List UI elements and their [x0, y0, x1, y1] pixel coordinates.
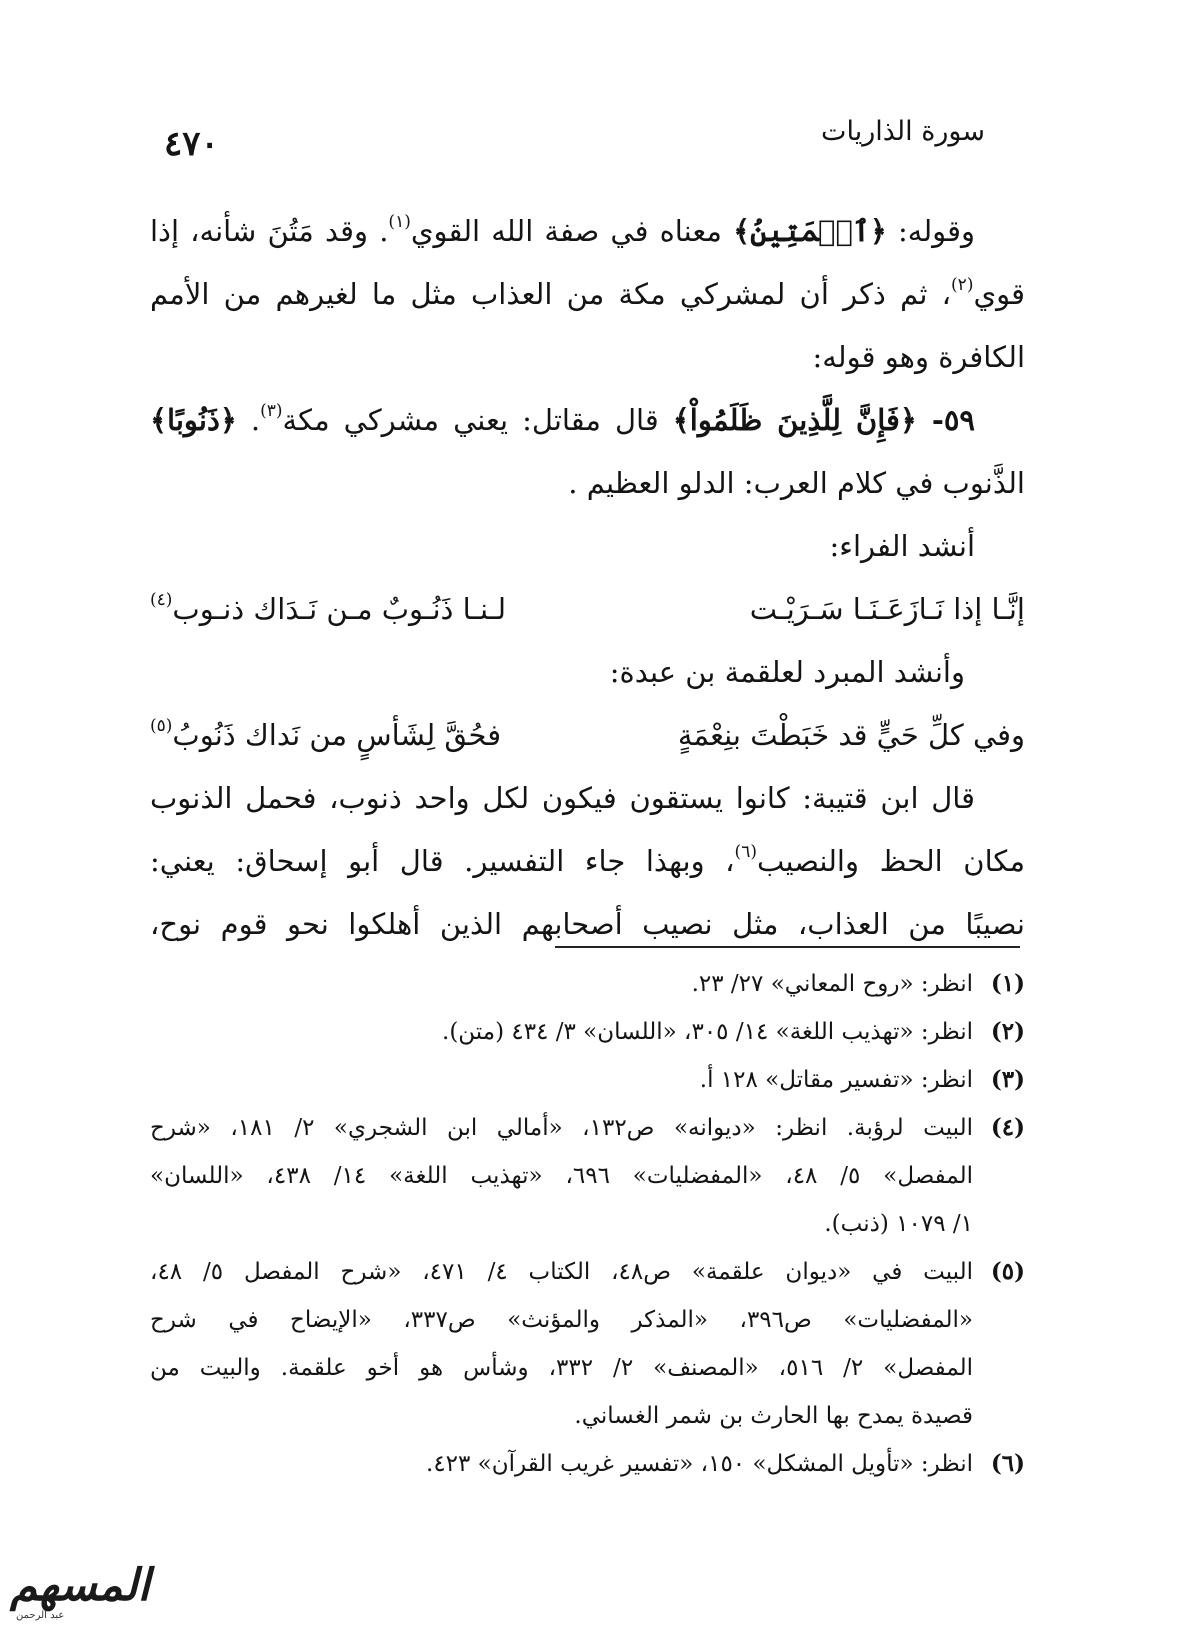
footnote-ref[interactable]: (١): [388, 212, 411, 232]
surah-title: سورة الذاريات: [821, 116, 985, 147]
logo-subtext: عبد الرحمن: [16, 1610, 65, 1621]
footnote-ref[interactable]: (٣): [260, 401, 283, 421]
footnote-ref[interactable]: (٢): [951, 275, 974, 295]
footnote-ref[interactable]: (٥): [150, 716, 173, 736]
footnote-text: [150, 1104, 973, 1248]
verse-hemistich-1: إنَّـا إذا نَـازَعَـنَـا سَـرَيْـت: [749, 592, 1025, 626]
text-line-5: الذَّنوب في كلام العرب: الدلو العظيم .: [568, 466, 1025, 500]
text-span: ، وبهذا جاء التفسير. قال أبو إسحاق: يعني:: [150, 844, 735, 878]
footnote-2: [150, 1008, 1025, 1056]
publisher-logo: [8, 1560, 150, 1650]
footnote-line: انظر: «تأويل المشكل» ١٥٠، «تفسير غريب القرآن» ٤٢٣.: [426, 1451, 973, 1477]
footnote-4: [150, 1104, 1025, 1248]
verse-hemistich-2: [150, 704, 501, 767]
page-number: ٤٧٠: [164, 124, 219, 164]
footnote-6: [150, 1440, 1025, 1488]
text-span: قال مقاتل: يعني مشركي مكة: [282, 403, 673, 437]
quran-quote: ﴿ٱلۡمَتِينُ﴾: [733, 214, 887, 248]
footnote-line: انظر: «روح المعاني» ٢٧/ ٢٣.: [691, 971, 973, 997]
text-span: مكان الحظ والنصيب: [756, 844, 1025, 878]
verse-hemistich-1: وفي كلِّ حَيٍّ قد خَبَطْتَ بنِعْمَةٍ: [677, 718, 1025, 752]
text-span: قوي: [973, 277, 1025, 311]
page-header: [150, 112, 1025, 162]
text-line-3: الكافرة وهو قوله:: [812, 340, 1025, 374]
quran-quote: ﴿فَإِنَّ لِلَّذِينَ ظَلَمُواْ﴾: [672, 403, 917, 437]
footnote-separator: [555, 946, 1020, 948]
footnote-text: [150, 960, 973, 1008]
footnote-line: ١/ ١٠٧٩ (ذنب).: [824, 1211, 973, 1237]
text-span: ، ثم ذكر أن لمشركي مكة من العذاب مثل ما لغيرهم من الأمم: [150, 277, 952, 311]
text-line-10: قال ابن قتيبة: كانوا يستقون فيكون لكل واحد ذنوب، فحمل الذنوب: [150, 781, 975, 815]
footnote-line: المفصل» ٢/ ٥١٦، «المصنف» ٢/ ٣٣٢، وشأس هو أخو علقمة. والبيت من: [150, 1355, 973, 1381]
text-line-8: وأنشد المبرد لعلقمة بن عبدة:: [609, 655, 965, 689]
footnote-text: [150, 1056, 973, 1104]
footnote-number: (١): [990, 970, 1025, 997]
text-line-12: نصيبًا من العذاب، مثل نصيب أصحابهم الذين أهلكوا نحو قوم نوح،: [150, 907, 1025, 941]
footnote-line: البيت لرؤبة. انظر: «ديوانه» ص١٣٢، «أمالي ابن الشجري» ٢/ ١٨١، «شرح: [150, 1115, 973, 1141]
text-span: لـنـا ذَنُـوبٌ مـن نَـدَاك ذنـوب: [172, 592, 507, 626]
footnote-number: (٢): [990, 1018, 1025, 1045]
footnote-line: «المفضليات» ص٣٩٦، «المذكر والمؤنث» ص٣٣٧، «الإيضاح في شرح: [150, 1307, 973, 1333]
footnote-number: (٥): [990, 1258, 1025, 1285]
quran-quote: ﴿ذَنُوبًا﴾: [150, 403, 237, 437]
text-span: معناه في صفة الله القوي: [410, 214, 734, 248]
text-line-6: أنشد الفراء:: [829, 529, 975, 563]
footnote-3: [150, 1056, 1025, 1104]
poem-verse-1: [150, 578, 1025, 641]
text-line-2: [150, 263, 1025, 326]
footnote-number: (٦): [990, 1450, 1025, 1477]
footnote-ref[interactable]: (٤): [150, 590, 173, 610]
footnotes: [150, 960, 1025, 1488]
footnote-text: [150, 1008, 973, 1056]
main-text: [150, 200, 1025, 956]
verse-hemistich-2: [150, 578, 506, 641]
footnote-line: انظر: «تهذيب اللغة» ١٤/ ٣٠٥، «اللسان» ٣/ ٤٣٤ (متن).: [442, 1019, 973, 1045]
footnote-1: [150, 960, 1025, 1008]
text-span: فحُقَّ لِشَأسٍ من نَداك ذَنُوبُ: [172, 718, 502, 752]
footnote-line: انظر: «تفسير مقاتل» ١٢٨ أ.: [699, 1067, 973, 1093]
text-line-4: [150, 389, 1025, 452]
footnote-line: قصيدة يمدح بها الحارث بن شمر الغساني.: [574, 1403, 973, 1429]
footnote-text: [150, 1440, 973, 1488]
text-span: وقوله:: [886, 214, 975, 248]
poem-verse-2: [150, 704, 1025, 767]
text-span: .: [236, 403, 261, 437]
footnote-number: (٣): [990, 1066, 1025, 1093]
logo-text: المسهم: [10, 1560, 150, 1611]
text-line-1: [150, 200, 1025, 263]
text-line-11: [150, 830, 1025, 893]
footnote-ref[interactable]: (٦): [734, 842, 757, 862]
footnote-number: (٤): [990, 1114, 1025, 1141]
text-span: . وقد مَتُنَ شأنه، إذا: [150, 214, 389, 248]
footnote-line: البيت في «ديوان علقمة» ص٤٨، الكتاب ٤/ ٤٧١، «شرح المفصل ٥/ ٤٨،: [150, 1259, 973, 1285]
footnote-5: [150, 1248, 1025, 1440]
verse-number: ٥٩-: [916, 403, 976, 437]
footnote-line: المفصل» ٥/ ٤٨، «المفضليات» ٦٩٦، «تهذيب اللغة» ١٤/ ٤٣٨، «اللسان»: [150, 1163, 973, 1189]
footnote-text: [150, 1248, 973, 1440]
